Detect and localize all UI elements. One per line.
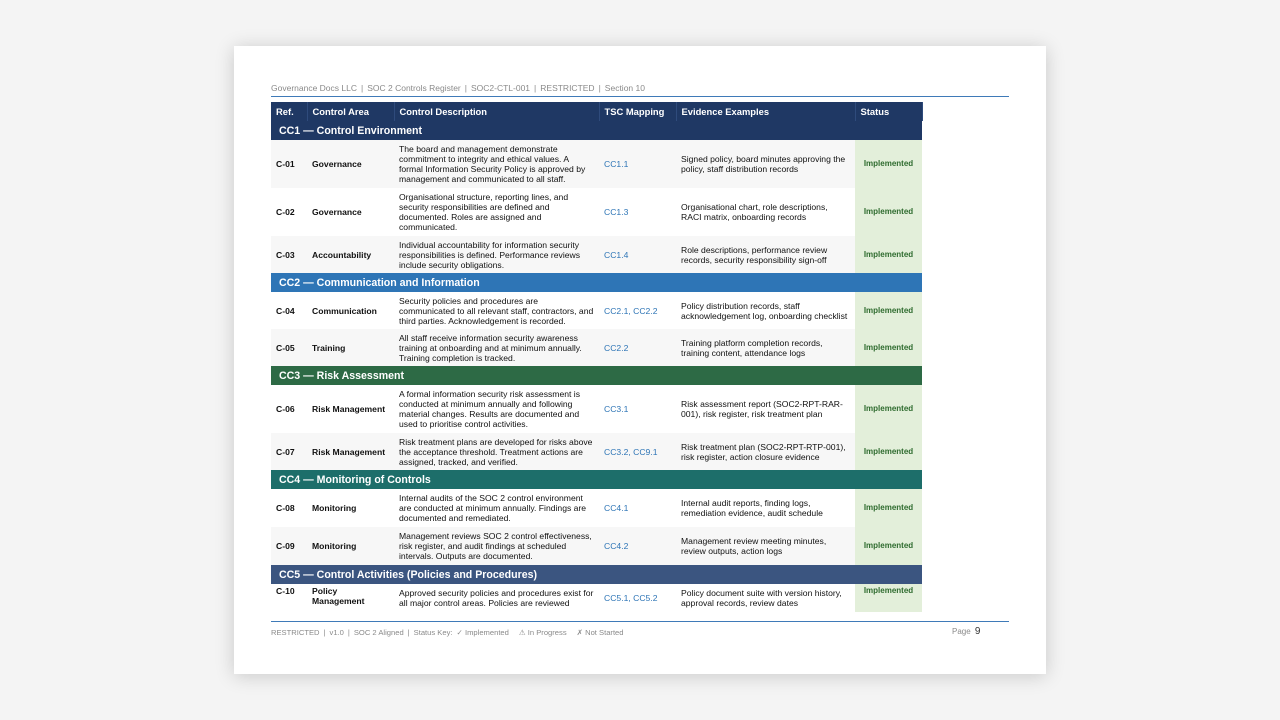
tsc-mapping: CC3.2, CC9.1 <box>599 433 676 470</box>
control-ref: C-04 <box>271 292 307 329</box>
section-header-row <box>271 273 922 292</box>
section-title: CC5 — Control Activities (Policies and Procedures) <box>271 565 922 584</box>
status-badge: Implemented <box>855 527 922 565</box>
footer-classification: RESTRICTED <box>271 628 320 637</box>
evidence-examples: Policy document suite with version history, approval records, review dates <box>676 584 855 612</box>
control-area: Risk Management <box>307 385 394 433</box>
column-header-tsc: TSC Mapping <box>599 102 676 121</box>
tsc-mapping: CC2.1, CC2.2 <box>599 292 676 329</box>
table-row <box>271 292 922 329</box>
section-title: CC3 — Risk Assessment <box>271 366 922 385</box>
header-register: SOC 2 Controls Register <box>367 83 461 93</box>
control-ref: C-07 <box>271 433 307 470</box>
control-area: Monitoring <box>307 527 394 565</box>
tsc-mapping: CC1.1 <box>599 140 676 188</box>
column-header-area: Control Area <box>307 102 394 121</box>
table-row <box>271 385 922 433</box>
document-page <box>234 46 1046 674</box>
footer-version: v1.0 <box>329 628 344 637</box>
footer-rule <box>271 621 1009 622</box>
evidence-examples: Risk assessment report (SOC2-RPT-RAR-001), risk register, risk treatment plan <box>676 385 855 433</box>
column-header-ref: Ref. <box>271 102 307 121</box>
control-ref: C-10 <box>271 584 307 612</box>
control-description: The board and management demonstrate commitment to integrity and ethical values. A formal Information Security Policy is approved by management and communicated to all staff. <box>394 140 599 188</box>
control-description: Risk treatment plans are developed for risks above the acceptance threshold. Treatment actions are assigned, tracked, and verified. <box>394 433 599 470</box>
evidence-examples: Policy distribution records, staff acknowledgement log, onboarding checklist <box>676 292 855 329</box>
tsc-mapping: CC2.2 <box>599 329 676 366</box>
evidence-examples: Risk treatment plan (SOC2-RPT-RTP-001), risk register, action closure evidence <box>676 433 855 470</box>
table-row <box>271 527 922 565</box>
table-row <box>271 584 922 612</box>
table-header-row <box>271 102 922 121</box>
table-row <box>271 236 922 273</box>
evidence-examples: Training platform completion records, training content, attendance logs <box>676 329 855 366</box>
control-description: Organisational structure, reporting lines, and security responsibilities are defined and documented. Roles are assigned and communicated. <box>394 188 599 236</box>
control-description: Security policies and procedures are communicated to all relevant staff, contractors, and third parties. Acknowledgement is recorded. <box>394 292 599 329</box>
control-ref: C-09 <box>271 527 307 565</box>
evidence-examples: Management review meeting minutes, review outputs, action logs <box>676 527 855 565</box>
header-section: Section 10 <box>604 83 645 93</box>
control-description: Internal audits of the SOC 2 control environment are conducted at minimum annually. Findings are documented and remediated. <box>394 489 599 527</box>
running-header: Governance Docs LLC | SOC 2 Controls Register | SOC2-CTL-001 | RESTRICTED | Section 10 <box>271 83 645 93</box>
control-ref: C-02 <box>271 188 307 236</box>
footer-key-implemented: ✓ Implemented <box>456 628 509 637</box>
tsc-mapping: CC1.3 <box>599 188 676 236</box>
status-badge: Implemented <box>855 385 922 433</box>
table-row <box>271 140 922 188</box>
section-header-row <box>271 565 922 584</box>
page-number <box>952 626 980 637</box>
status-badge: Implemented <box>855 489 922 527</box>
tsc-mapping: CC4.2 <box>599 527 676 565</box>
section-header-row <box>271 121 922 140</box>
control-area: Risk Management <box>307 433 394 470</box>
status-badge: Implemented <box>855 433 922 470</box>
control-description: Management reviews SOC 2 control effectiveness, risk register, and audit findings at scheduled intervals. Outputs are documented. <box>394 527 599 565</box>
controls-table <box>271 102 923 612</box>
control-area: Governance <box>307 188 394 236</box>
evidence-examples: Role descriptions, performance review records, security responsibility sign-off <box>676 236 855 273</box>
control-description: Individual accountability for information security responsibilities is defined. Performance reviews include security obligations. <box>394 236 599 273</box>
control-area: Governance <box>307 140 394 188</box>
control-ref: C-08 <box>271 489 307 527</box>
control-area: Policy Management <box>307 584 394 612</box>
evidence-examples: Signed policy, board minutes approving the policy, staff distribution records <box>676 140 855 188</box>
table-row <box>271 188 922 236</box>
page-number-value: 9 <box>974 626 981 637</box>
header-classification: RESTRICTED <box>540 83 595 93</box>
status-badge: Implemented <box>855 140 922 188</box>
table-row <box>271 329 922 366</box>
status-badge: Implemented <box>855 329 922 366</box>
section-header-row <box>271 366 922 385</box>
status-badge: Implemented <box>855 188 922 236</box>
footer-status-key-label: Status Key: <box>413 628 453 637</box>
control-ref: C-03 <box>271 236 307 273</box>
column-header-evidence: Evidence Examples <box>676 102 855 121</box>
control-area: Accountability <box>307 236 394 273</box>
control-area: Monitoring <box>307 489 394 527</box>
section-title: CC2 — Communication and Information <box>271 273 922 292</box>
footer-key-in-progress: ⚠ In Progress <box>518 628 567 637</box>
status-badge: Implemented <box>855 584 922 612</box>
evidence-examples: Organisational chart, role descriptions, RACI matrix, onboarding records <box>676 188 855 236</box>
control-area: Communication <box>307 292 394 329</box>
section-title: CC1 — Control Environment <box>271 121 922 140</box>
footer-aligned: SOC 2 Aligned <box>353 628 404 637</box>
footer-key-not-started: ✗ Not Started <box>576 628 624 637</box>
header-doc-id: SOC2-CTL-001 <box>470 83 531 93</box>
control-ref: C-05 <box>271 329 307 366</box>
tsc-mapping: CC3.1 <box>599 385 676 433</box>
section-title: CC4 — Monitoring of Controls <box>271 470 922 489</box>
control-description: A formal information security risk assessment is conducted at minimum annually and following material changes. Results are documented and used to prioritise control activities. <box>394 385 599 433</box>
table-body <box>271 121 922 612</box>
control-ref: C-01 <box>271 140 307 188</box>
column-header-description: Control Description <box>394 102 599 121</box>
section-header-row <box>271 470 922 489</box>
page-label: Page <box>952 627 971 636</box>
evidence-examples: Internal audit reports, finding logs, remediation evidence, audit schedule <box>676 489 855 527</box>
tsc-mapping: CC4.1 <box>599 489 676 527</box>
table-row <box>271 433 922 470</box>
control-ref: C-06 <box>271 385 307 433</box>
table-row <box>271 489 922 527</box>
control-description: All staff receive information security awareness training at onboarding and at minimum annually. Training completion is tracked. <box>394 329 599 366</box>
tsc-mapping: CC5.1, CC5.2 <box>599 584 676 612</box>
tsc-mapping: CC1.4 <box>599 236 676 273</box>
status-badge: Implemented <box>855 292 922 329</box>
header-company: Governance Docs LLC <box>271 83 357 93</box>
running-footer: RESTRICTED | v1.0 | SOC 2 Aligned | Status Key: ✓ Implemented ⚠ In Progress ✗ Not Started <box>271 628 624 637</box>
control-description: Approved security policies and procedures exist for all major control areas. Policies are reviewed <box>394 584 599 612</box>
header-rule <box>271 96 1009 97</box>
control-area: Training <box>307 329 394 366</box>
column-header-status: Status <box>855 102 922 121</box>
status-badge: Implemented <box>855 236 922 273</box>
